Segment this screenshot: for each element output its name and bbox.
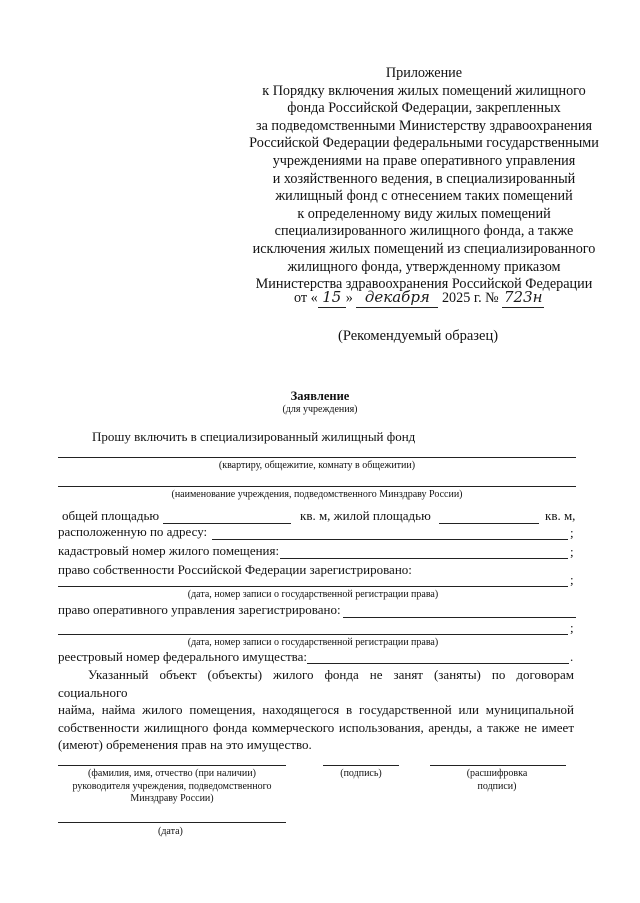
institution-field-line[interactable] (58, 486, 576, 487)
appendix-line: Российской Федерации федеральными государственными (249, 135, 599, 152)
appendix-line: Приложение (385, 65, 463, 81)
order-date-line (294, 289, 544, 308)
living-area-field[interactable] (439, 523, 539, 524)
appendix-line: за подведомственными Министерству здравоохранения (255, 117, 593, 134)
appendix-line: учреждениями на праве оперативного управления (272, 152, 576, 169)
registry-label: реестровый номер федерального имущества: (58, 649, 308, 664)
federal-ownership-field[interactable] (58, 586, 568, 587)
paragraph-line: найма, найма жилого помещения, находящегося в государственной или муниципальной (58, 702, 574, 717)
federal-ownership-semicolon: ; (570, 572, 574, 587)
signature-decode-field[interactable] (430, 765, 566, 766)
head-name-field[interactable] (58, 765, 286, 766)
operational-field-2[interactable] (58, 634, 568, 635)
living-area-label: кв. м, жилой площадью (300, 508, 431, 523)
cadastral-semicolon: ; (570, 544, 574, 559)
address-field[interactable] (212, 539, 568, 540)
date-prefix: от « (294, 290, 318, 306)
request-line: Прошу включить в специализированный жилищный фонд (92, 429, 416, 444)
registry-field[interactable] (307, 663, 569, 664)
decode-hint-line: подписи) (477, 780, 517, 792)
cadastral-label: кадастровый номер жилого помещения: (58, 543, 280, 558)
cadastral-field[interactable] (280, 558, 568, 559)
form-subtitle: (для учреждения) (282, 404, 358, 415)
date-year: 2025 г. № (441, 290, 499, 306)
appendix-line: жилищного фонда, утвержденному приказом (287, 258, 561, 275)
appendix-line: жилищный фонд с отнесением таких помещений (275, 188, 573, 205)
appendix-line: к определенному виду жилых помещений (297, 205, 551, 222)
date-month: декабря (356, 289, 438, 308)
sq-m-end: кв. м, (545, 508, 576, 523)
appendix-line: к Порядку включения жилых помещений жилищного (262, 82, 586, 99)
signature-field[interactable] (323, 765, 399, 766)
operational-label: право оперативного управления зарегистрировано: (58, 602, 341, 617)
registry-period: . (570, 649, 574, 664)
premises-hint: (квартиру, общежитие, комнату в общежитии) (218, 460, 416, 471)
address-label: расположенную по адресу: (58, 524, 208, 539)
appendix-line: исключения жилых помещений из специализированного (252, 240, 596, 257)
operational-field[interactable] (343, 617, 576, 618)
appendix-block (228, 65, 620, 294)
statement-paragraph (58, 666, 574, 754)
paragraph-line: Указанный объект (объекты) жилого фонда не занят (заняты) по договорам социального (58, 667, 574, 700)
head-hint-line: Минздраву России) (130, 793, 214, 804)
appendix-line: фонда Российской Федерации, закрепленных (287, 100, 561, 117)
appendix-line: специализированного жилищного фонда, а также (274, 223, 574, 240)
form-title: Заявление (290, 389, 350, 403)
date-field[interactable] (58, 822, 286, 823)
decode-hint-line: (расшифровка (466, 768, 528, 779)
date-day: 15 (318, 289, 346, 308)
address-semicolon: ; (570, 525, 574, 540)
federal-ownership-label: право собственности Российской Федерации зарегистрировано: (58, 562, 412, 577)
head-hint-line: руководителя учреждения, подведомственного (72, 780, 272, 792)
registration-hint-1: (дата, номер записи о государственной регистрации права) (187, 589, 439, 600)
sample-note: (Рекомендуемый образец) (338, 328, 499, 344)
total-area-label: общей площадью (62, 508, 160, 523)
date-mid: » (345, 290, 353, 306)
signature-decode-hint (440, 768, 554, 793)
date-hint: (дата) (158, 826, 183, 837)
appendix-line: и хозяйственного ведения, в специализированный (272, 170, 576, 187)
head-hint-line: (фамилия, имя, отчество (при наличии) (88, 768, 256, 779)
appendix-line: Министерства здравоохранения Российской Федерации (255, 276, 593, 293)
signature-hint: (подпись) (340, 768, 382, 779)
order-number: 723н (504, 288, 543, 306)
registration-hint-2: (дата, номер записи о государственной регистрации права) (187, 637, 439, 648)
operational-semicolon: ; (570, 620, 574, 635)
institution-hint: (наименование учреждения, подведомственного Минздраву России) (171, 489, 463, 500)
paragraph-line: (имеют) обременения прав на это имущество. (58, 737, 312, 752)
premises-field-line[interactable] (58, 457, 576, 458)
head-name-hint (52, 768, 292, 806)
paragraph-line: собственности жилищного фонда коммерческого использования, аренды, а также не имеет (58, 719, 574, 735)
